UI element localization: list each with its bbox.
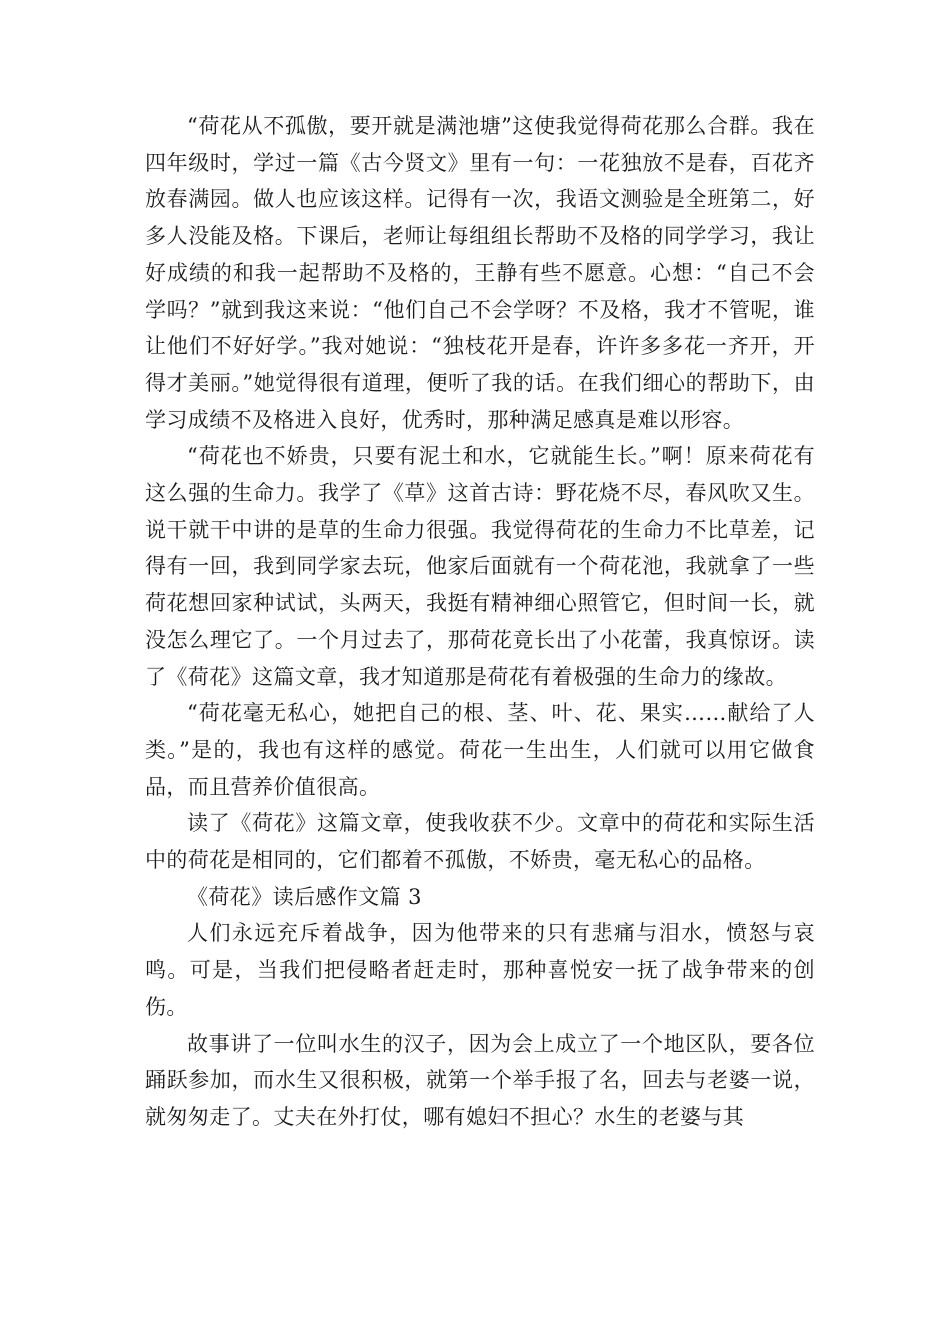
paragraph-6: 故事讲了一位叫水生的汉子，因为会上成立了一个地区队，要各位踊跃参加，而水生又很积极，就第一个举手报了名，回去与老婆一说，就匆匆走了。丈夫在外打仗，哪有媳妇不担心？水生的老婆与其 [145,1031,815,1129]
paragraph-2: “荷花也不娇贵，只要有泥土和水，它就能生长。”啊！原来荷花有这么强的生命力。我学了《草》这首古诗：野花烧不尽，春风吹又生。说干就干中讲的是草的生命力很强。我觉得荷花的生命力不比草差，记得有一回，我到同学家去玩，他家后面就有一个荷花池，我就拿了一些荷花想回家种试试，头两天，我挺有精神细心照管它，但时间一长，就没怎么理它了。一个月过去了，那荷花竟长出了小花蕾，我真惊讶。读了《荷花》这篇文章，我才知道那是荷花有着极强的生命力的缘故。 [145,444,815,689]
paragraph-3: “荷花毫无私心，她把自己的根、茎、叶、花、果实……献给了人类。”是的，我也有这样的感觉。荷花一生出生，人们就可以用它做食品，而且营养价值很高。 [145,701,815,799]
paragraph-5: 人们永远充斥着战争，因为他带来的只有悲痛与泪水，愤怒与哀鸣。可是，当我们把侵略者赶走时，那种喜悦安一抚了战争带来的创伤。 [145,921,815,1019]
paragraph-1: “荷花从不孤傲，要开就是满池塘”这使我觉得荷花那么合群。我在四年级时，学过一篇《古今贤文》里有一句：一花独放不是春，百花齐放春满园。做人也应该这样。记得有一次，我语文测验是全班第二，好多人没能及格。下课后，老师让每组组长帮助不及格的同学学习，我让好成绩的和我一起帮助不及格的，王静有些不愿意。心想：“自己不会学吗？”就到我这来说：“他们自己不会学呀？不及格，我才不管呢，谁让他们不好好学。”我对她说：“独枝花开是春，许许多多花一齐开，开得才美丽。”她觉得很有道理，便听了我的话。在我们细心的帮助下，由学习成绩不及格进入良好，优秀时，那种满足感真是难以形容。 [145,114,815,432]
section-heading: 《荷花》读后感作文篇 3 [187,884,422,909]
paragraph-4: 读了《荷花》这篇文章，使我收获不少。文章中的荷花和实际生活中的荷花是相同的，它们都着不孤傲，不娇贵，毫无私心的品格。 [145,811,815,873]
document-page [145,108,815,1136]
